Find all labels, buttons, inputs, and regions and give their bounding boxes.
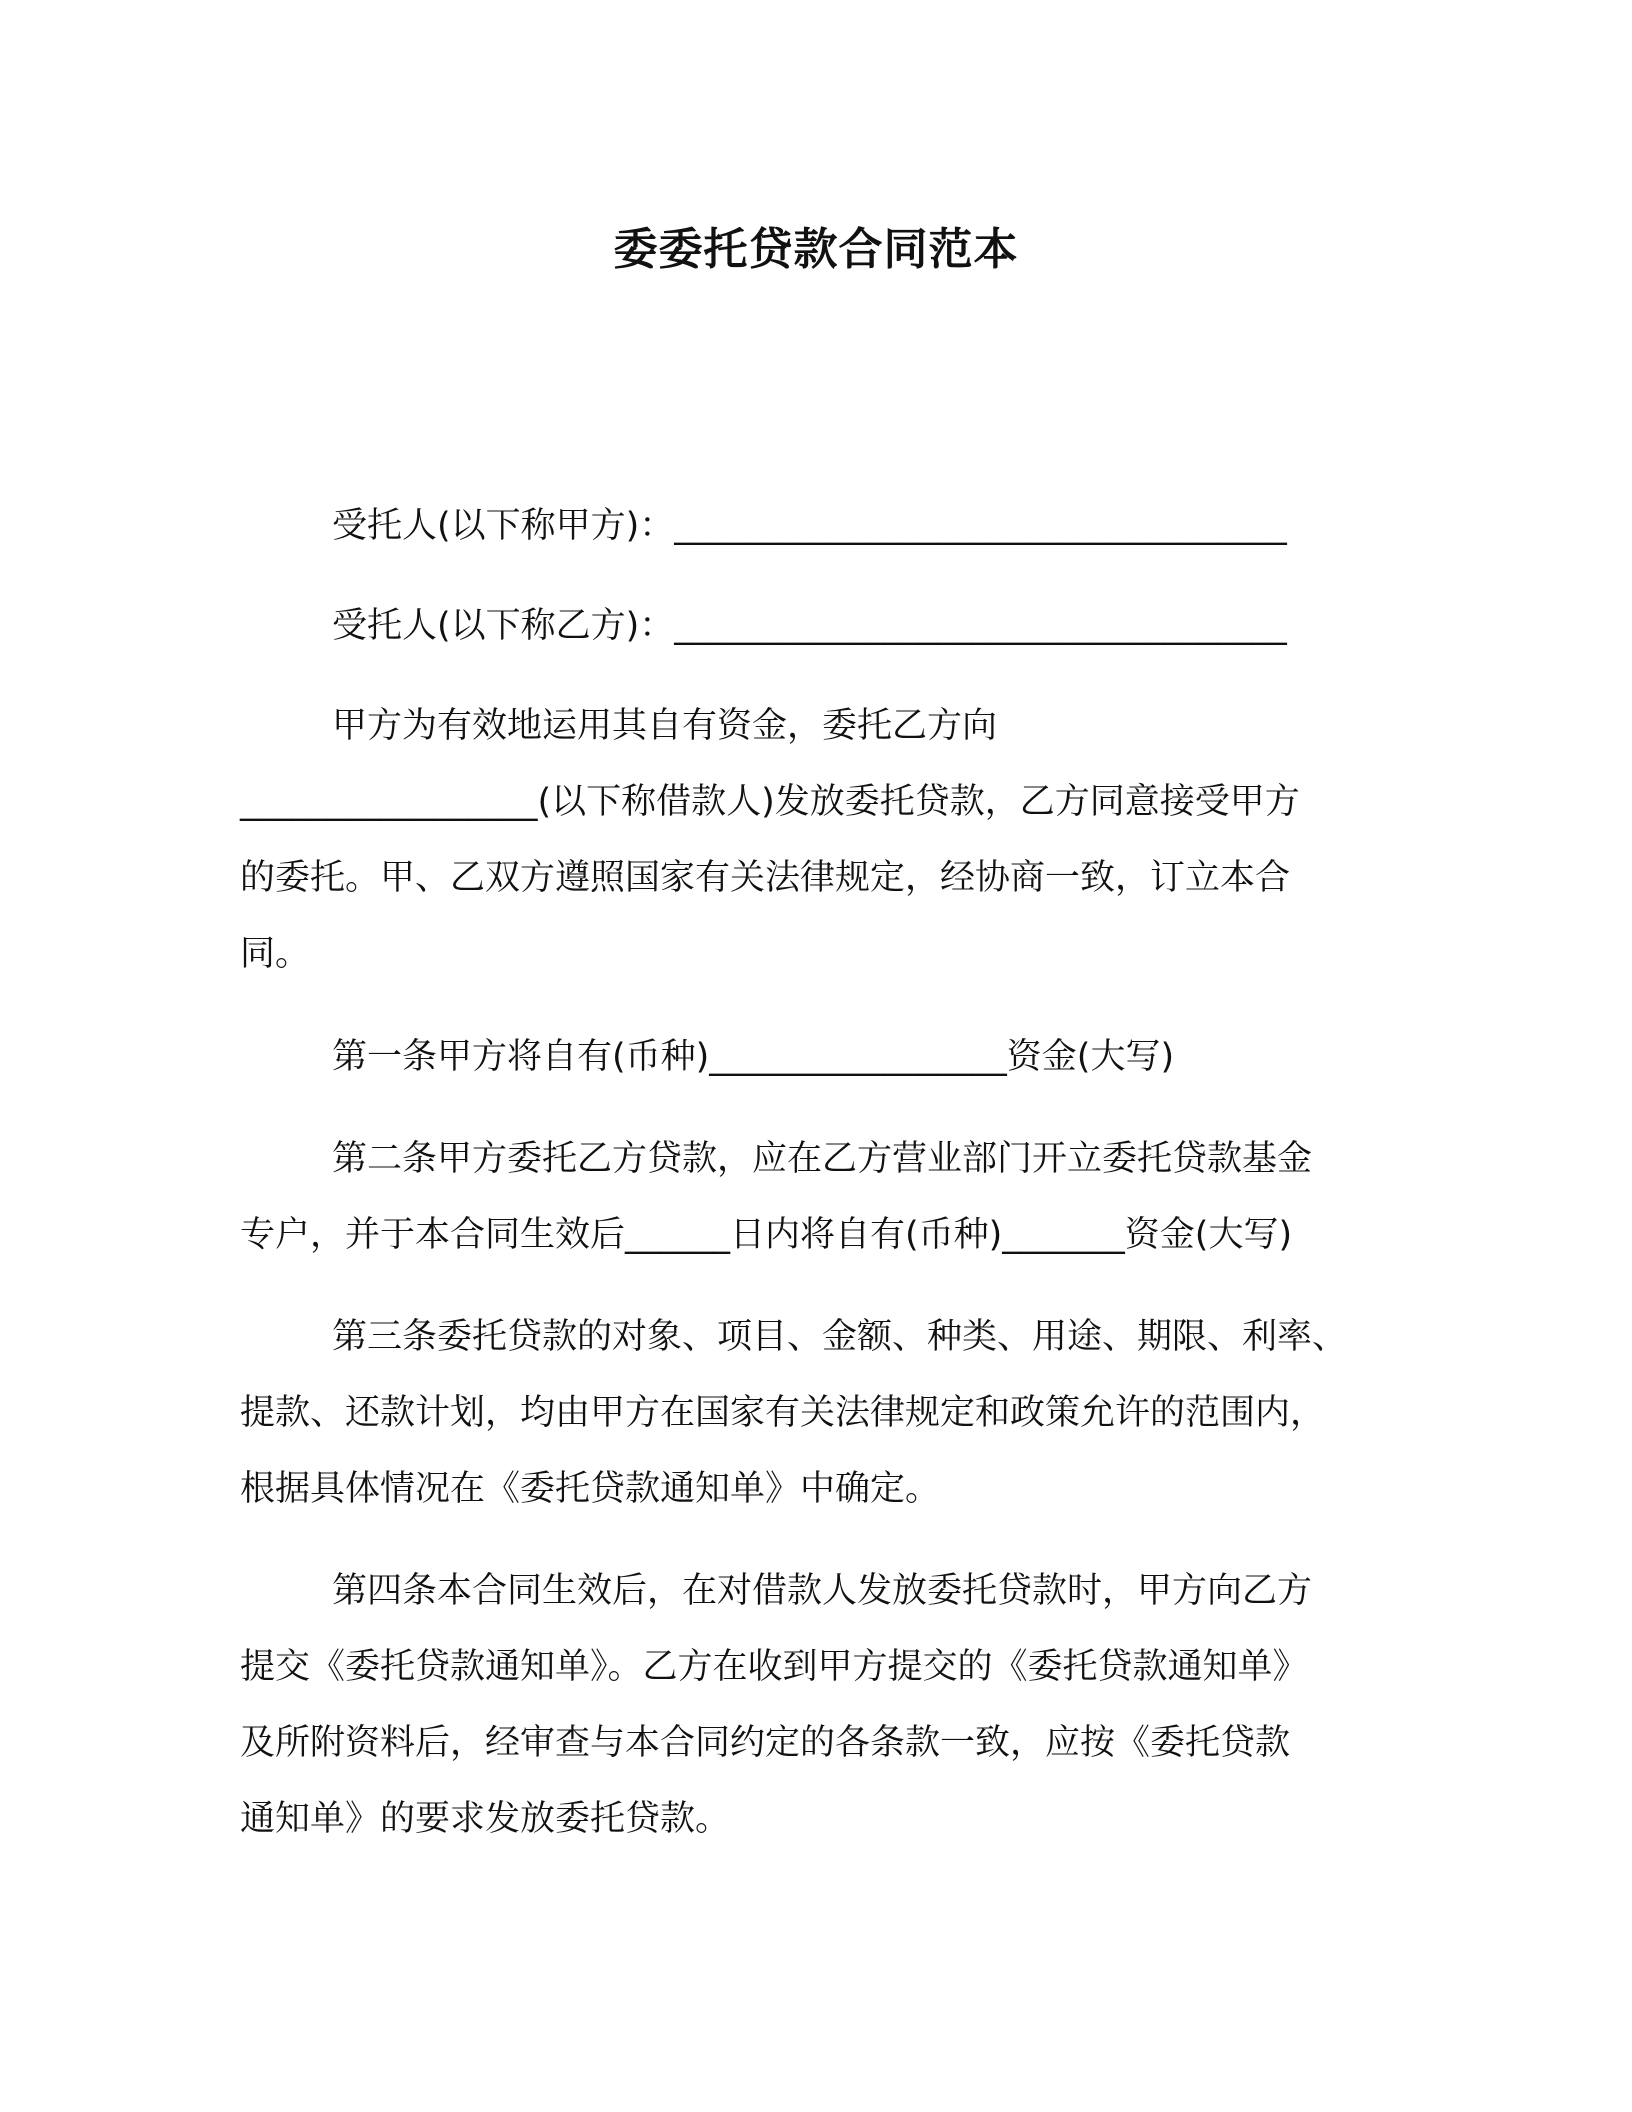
article-4-line-3: 及所附资料后，经审查与本合同约定的各条款一致，应按《委托贷款 bbox=[240, 1723, 1291, 1763]
article-4-line-2: 提交《委托贷款通知单》。乙方在收到甲方提交的《委托贷款通知单》 bbox=[240, 1647, 1308, 1687]
preamble-line-3: 的委托。甲、乙双方遵照国家有关法律规定，经协商一致，订立本合 bbox=[240, 858, 1291, 898]
preamble-line-2: _________________(以下称借款人)发放委托贷款，乙方同意接受甲方 bbox=[240, 782, 1300, 822]
party-a-line: 受托人(以下称甲方)：___________________________________ bbox=[332, 506, 1287, 546]
article-4-line-1: 第四条本合同生效后，在对借款人发放委托贷款时，甲方向乙方 bbox=[332, 1571, 1313, 1611]
preamble-line-1: 甲方为有效地运用其自有资金，委托乙方向 bbox=[332, 706, 998, 746]
article-1-line-1: 第一条甲方将自有(币种)_________________资金(大写) bbox=[332, 1037, 1175, 1077]
article-3-line-3: 根据具体情况在《委托贷款通知单》中确定。 bbox=[240, 1469, 941, 1509]
article-3-line-2: 提款、还款计划，均由甲方在国家有关法律规定和政策允许的范围内， bbox=[240, 1393, 1326, 1433]
article-4-line-4: 通知单》的要求发放委托贷款。 bbox=[240, 1799, 731, 1839]
party-b-line: 受托人(以下称乙方)：___________________________________ bbox=[332, 606, 1287, 646]
article-2-line-1: 第二条甲方委托乙方贷款，应在乙方营业部门开立委托贷款基金 bbox=[332, 1139, 1313, 1179]
article-2-line-2: 专户，并于本合同生效后______日内将自有(币种)_______资金(大写) bbox=[240, 1215, 1293, 1255]
article-3-line-1: 第三条委托贷款的对象、项目、金额、种类、用途、期限、利率、 bbox=[332, 1317, 1348, 1357]
document-title: 委委托贷款合同范本 bbox=[613, 224, 1019, 275]
preamble-line-4: 同。 bbox=[240, 934, 311, 974]
